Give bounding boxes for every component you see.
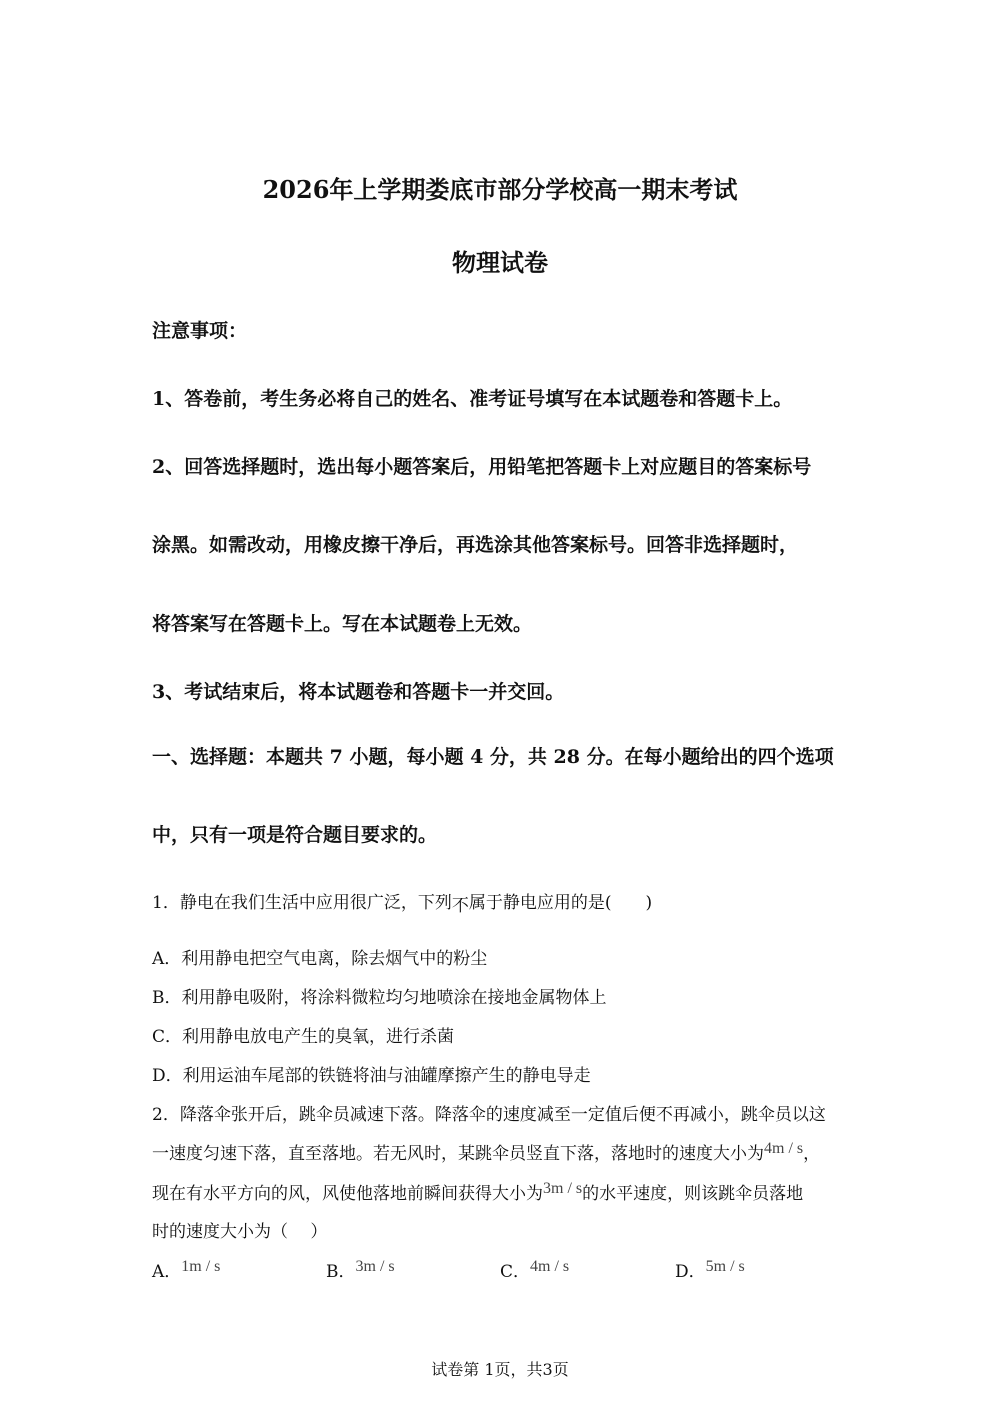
question-2-line-3-end: 的水平速度，则该跳伞员落地 <box>582 1184 804 1204</box>
question-2-option-d <box>675 1257 745 1282</box>
question-1-option-b: B．利用静电吸附，将涂料微粒均匀地喷涂在接地金属物体上 <box>152 988 607 1008</box>
option-value: 5m / s <box>705 1258 745 1275</box>
exam-subtitle: 物理试卷 <box>452 248 548 277</box>
question-2-line-2-text: 一速度匀速下落，直至落地。若无风时，某跳伞员竖直下落，落地时的速度大小为 <box>152 1144 764 1164</box>
question-2-line-1: 2．降落伞张开后，跳伞员减速下落。降落伞的速度减至一定值后便不再减小，跳伞员以这 <box>152 1105 826 1125</box>
exam-title: 2026年上学期娄底市部分学校高一期末考试 <box>262 175 738 204</box>
question-2-line-3 <box>152 1179 803 1204</box>
notice-heading: 注意事项： <box>152 320 248 342</box>
option-letter: A． <box>152 1262 182 1282</box>
question-2-line-3-text: 现在有水平方向的风，风使他落地前瞬间获得大小为 <box>152 1184 543 1204</box>
question-1-option-c: C．利用静电放电产生的臭氧，进行杀菌 <box>152 1027 455 1047</box>
question-2-option-a <box>152 1257 220 1282</box>
question-1-stem-after: 属于静电应用的是( ) <box>468 893 653 913</box>
option-value: 4m / s <box>530 1258 570 1275</box>
question-1-stem-emphasis: 不 <box>451 896 469 916</box>
question-1-stem-before: 1．静电在我们生活中应用很广泛，下列 <box>152 893 452 913</box>
option-letter: B． <box>326 1262 356 1282</box>
question-1-option-d: D．利用运油车尾部的铁链将油与油罐摩擦产生的静电导走 <box>152 1066 591 1086</box>
notice-item-3: 3、考试结束后，将本试题卷和答题卡一并交回。 <box>152 681 565 703</box>
question-2-wind-speed: 3m / s <box>543 1180 583 1197</box>
option-value: 3m / s <box>355 1258 395 1275</box>
question-2-line-4: 时的速度大小为（ ） <box>152 1222 328 1242</box>
question-2-line-2-end: ， <box>803 1144 821 1164</box>
question-2-line-2 <box>152 1139 820 1164</box>
question-2-speed-no-wind: 4m / s <box>764 1140 804 1157</box>
option-value: 1m / s <box>181 1258 221 1275</box>
section-heading-line-1: 一、选择题：本题共 7 小题，每小题 4 分，共 28 分。在每小题给出的四个选项 <box>152 746 834 768</box>
notice-item-2-line-2: 涂黑。如需改动，用橡皮擦干净后，再选涂其他答案标号。回答非选择题时， <box>152 534 799 556</box>
option-letter: C． <box>500 1262 531 1282</box>
option-letter: D． <box>675 1262 706 1282</box>
notice-item-2-line-3: 将答案写在答题卡上。写在本试题卷上无效。 <box>152 613 533 635</box>
notice-item-2-line-1: 2、回答选择题时，选出每小题答案后，用铅笔把答题卡上对应题目的答案标号 <box>152 456 812 478</box>
notice-item-1: 1、答卷前，考生务必将自己的姓名、准考证号填写在本试题卷和答题卡上。 <box>152 388 793 410</box>
page-footer: 试卷第 1页，共3页 <box>431 1360 569 1379</box>
question-1-stem <box>152 888 653 916</box>
question-2-option-b <box>326 1257 395 1282</box>
section-heading-line-2: 中，只有一项是符合题目要求的。 <box>152 824 438 846</box>
question-1-option-a: A．利用静电把空气电离，除去烟气中的粉尘 <box>152 949 488 969</box>
question-2-option-c <box>500 1257 569 1282</box>
